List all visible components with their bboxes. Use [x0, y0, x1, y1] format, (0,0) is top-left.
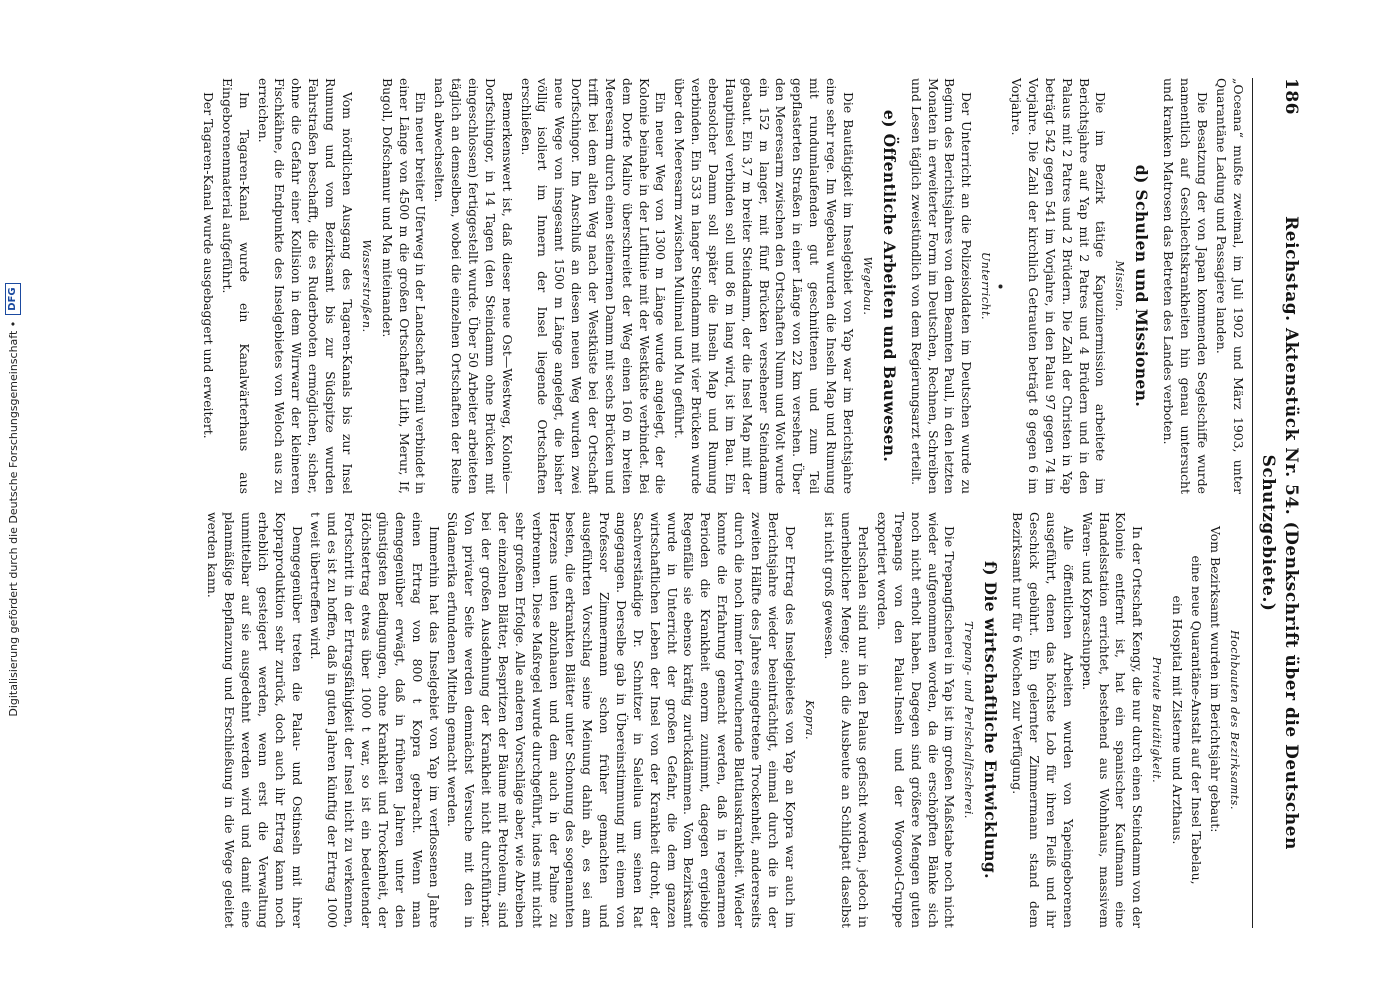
right-column	[197, 512, 1246, 928]
paragraph: Der Unterricht an die Polizeisoldaten im Deutschen wurde zu Beginn des Berichtsjahres von dem Beamten Paull, in den letzten Monaten in erweiterter Form im Deutschen, Rechnen, Schreiben und Lesen täglich zweistündlich von dem Regierungsarzt erteilt.	[908, 78, 975, 494]
bullet-mark	[997, 283, 1004, 290]
paragraph: Vom nördlichen Ausgang des Tagaren-Kanals bis zur Insel Rumung und vom Bezirksamt bis zur Südspitze wurden Fahrstraßen beschafft, die es Ruderbooten ermöglichen, sicher, ohne die Gefahr einer Kollision in dem Wirrwarr der kleineren Fischkähne, die Endpunkte des Inselgebietes von Weloch aus zu erreichen.	[255, 78, 355, 494]
list-item: eine neue Quarantäne-Anstalt auf der Insel Tabelau,	[1188, 555, 1204, 885]
dfg-logo: DFG	[5, 283, 21, 314]
paragraph: Der Ertrag des Inselgebietes von Yap an Kopra war auch im Berichtsjahre wieder beeinträchtigt, einmal durch die in der zweiten Hälfte des Jahres eingetretene Trockenheit, andererseits durch die noch immer fortwuchernde Blattlauskrankheit. Wieder konnte die Erfahrung gemacht werden, daß in regenarmen Perioden die Krankheit enorm zunimmt, dagegen ergiebige Regenfälle sie ebenso kräftig zurückdämmen. Vom Bezirksamt wurde in Unterricht der großen Gefahr, die dem ganzen wirtschaftlichen Leben der Insel von der Krankheit droht, der Sachverständige Dr. Schnitzer in Saleilua um seinen Rat angegangen. Derselbe gab in Übereinstimmung mit einem von Professor Zimmermann schon früher gemachten und ausgeführten Vorschlag seine Meinung dahin ab, es sei am besten, die erkrankten Blätter unter Schonung des sogenannten Herzens unten abzuhauen und dem auch in der Palme zu verbrennen. Diese Maßregel wurde durchgeführt, indes mit nicht sehr großem Erfolge. Alle anderen Vorschläge aber, wie Abreiben der einzelnen Blätter, Bespritzen der Bäume mit Petroleum, sind bei der großen Ausdehnung der Krankheit nicht durchführbar. Von privater Seite werden demnächst Versuche mit den in Südamerika erfundenen Mitteln gemacht werden.	[445, 512, 798, 928]
paragraph: Der Tagaren-Kanal wurde ausgebaggert und erweitert.	[200, 92, 216, 439]
paragraph: Demgegenüber treten die Palau- und Ostinseln mit ihrer Kopraproduktion sehr zurück, doch auch ihr Ertrag kann noch erheblich gesteigert werden, wenn erst die Verwaltung unmittelbar auf sie ausgedehnt werden wird und damit eine planmäßige Bepflanzung und Erschließung in die Wege geleitet werden kann.	[205, 512, 305, 928]
subheading-wegebau: Wegebau.	[860, 256, 874, 316]
section-heading-bauwesen: e) Öffentliche Arbeiten und Bauwesen.	[879, 109, 899, 463]
text-columns	[197, 78, 1246, 928]
paragraph: Perlschalen sind nur in den Palaus gefischt worden, jedoch in unerheblicher Menge; auch die Ausbeute an Schildpatt daselbst ist nicht groß gewesen.	[822, 512, 872, 928]
paragraph: Immerhin hat das Inselgebiet von Yap im verflossenen Jahre einen Ertrag von 800 t Kopra gebracht. Wenn man demgegenüber erwägt, daß in früheren Jahren unter den günstigsten Bedingungen, ohne Krankheit und Trockenheit, der Höchstertrag etwas über 1000 t war, so ist ein bedeutender Fortschritt in der Ertragsfähigkeit der Insel nicht zu verkennen, und es ist zu hoffen, daß in guten Jahren künftig der Ertrag 1000 t weit übertreffen wird.	[308, 512, 442, 928]
rotated-page-content	[84, 70, 1306, 936]
subheading-mission: Mission.	[1113, 260, 1127, 312]
section-heading-schulen: d) Schulen und Missionen.	[1132, 164, 1152, 408]
subheading-unterricht: Unterricht.	[979, 252, 993, 320]
running-head	[1252, 78, 1302, 928]
left-column	[197, 78, 1246, 494]
list-item: ein Hospital mit Zisterne und Arzthaus.	[1170, 595, 1186, 845]
paragraph: Bemerkenswert ist, daß dieser neue Ost—Westweg, Kolonie—Dorfschingor, in 14 Tagen (den Steindamm ohne Brücken mit eingeschlossen) fertiggestellt wurde. Über 50 Arbeiter arbeiteten täglich an demselben, wobei die einzelnen Ortschaften der Reihe nach abwechselten.	[432, 78, 515, 494]
subheading-wasserstrassen: Wasserstraßen.	[359, 239, 373, 333]
paragraph: Die Trepangfischerei in Yap ist im großen Maßstabe noch nicht wieder aufgenommen worden, da die erschöpften Bänke sich noch nicht erholt haben. Dagegen sind größere Mengen guten Trepangs von den Palau-Inseln und der Wogowol-Gruppe exportiert worden.	[874, 512, 958, 928]
digitization-note	[0, 0, 26, 1000]
paragraph: Ein neuer Weg von 1300 m Länge wurde angelegt, der die Kolonie beinahe in der Luftlinie mit der Westküste verbindet. Bei dem Dorfe Maliro überschreitet der Weg einen 160 m breiten Meeresarm durch einen steinernen Damm mit sechs Brücken und trifft bei dem alten Weg nach der Westküste bei der Ortschaft Dorfschingor. Im Anschluß an diesen neuen Weg wurden zwei neue Wege von insgesamt 1500 m Länge angelegt, die bisher völlig isoliert im Innern der Insel liegende Ortschaften erschließen.	[518, 78, 669, 494]
paragraph: Ein neuer breiter Uferweg in der Landschaft Tomil verbindet in einer Länge von 4500 m die großen Ortschaften Lith, Merur, If, Bugoll, Dofschamur und Ma miteinander.	[379, 78, 429, 494]
paragraph: Im Tagaren-Kanal wurde ein Kanalwärterhaus aus Eingeborenenmaterial aufgeführt.	[219, 78, 252, 494]
paragraph: Vom Bezirksamt wurden im Berichtsjahr gebaut:	[1207, 526, 1223, 833]
paragraph: In der Ortschaft Kengy, die nur durch einen Steindamm von der Kolonie entfernt ist, hat ein spanischer Kaufmann eine Handelsstation errichtet, bestehend aus Wohnhaus, massivem Waren- und Kopraschuppen.	[1079, 512, 1146, 928]
scanned-page	[84, 70, 1306, 936]
paragraph: Die Besatzung der von Japan kommenden Segelschiffe wurde namentlich auf Geschlechtskrankheiten hin genau untersucht und kranken Matrosen das Betreten des Landes verboten.	[1161, 78, 1211, 494]
paragraph: Die im Bezirk tätige Kapuzinermission arbeitete im Berichtsjahre auf Yap mit 2 Patres und 4 Brüdern und in den Palaus mit 2 Patres und 2 Brüdern. Die Zahl der Christen in Yap beträgt 542 gegen 541 im Vorjahre, in den Palau 97 gegen 74 im Vorjahre. Die Zahl der kirchlich Getrauten beträgt 8 gegen 6 im Vorjahre.	[1009, 78, 1109, 494]
running-head-title: Reichstag. Aktenstück Nr. 54. (Denkschrift über die Deutschen Schutzgebiete.)	[1257, 216, 1301, 850]
subheading-kopra: Kopra.	[802, 700, 816, 740]
paragraph: Alle öffentlichen Arbeiten wurden von Yapeingeborenen ausgeführt, denen das höchste Lob für ihren Fleiß und ihr Geschick gebührt. Ein gelernter Zimmermann stand dem Bezirksamt nur für 6 Wochen zur Verfügung.	[1010, 512, 1076, 928]
section-heading-wirtschaft: f) Die wirtschaftliche Entwicklung.	[981, 561, 1001, 879]
digitization-note-text: Digitalisierung gefördert durch die Deutsche Forschungsgemeinschaft •	[6, 320, 20, 717]
page-number: 186	[1281, 78, 1301, 115]
paragraph: Die Bautätigkeit im Inselgebiet von Yap war im Berichtsjahre eine sehr rege. Im Wegebau wurden die Inseln Map und Rumung mit rundumlaufenden gut geschnittenen und zum Teil gepflasterten Straßen in einer Länge von 22 km versehen. Über den Meeresarm zwischen den Ortschaften Numn und Wolt wurde ein 152 m langer, mit fünf Brücken versehener Steindamm gebaut. Ein 3,7 m breiter Steindamm, der die Insel Map mit der Hauptinsel verbinden soll und 86 m lang wird, ist im Bau. Ein ebensolcher Damm soll später die Inseln Map und Rumung verbinden. Ein 533 m langer Steindamm mit vier Brücken wurde über den Meeresarm zwischen Mulinnal und Mu geführt.	[672, 78, 856, 494]
subheading-hochbauten: Hochbauten des Bezirksamts.	[1227, 630, 1241, 810]
subheading-private-bautaetigkeit: Private Bautätigkeit.	[1150, 656, 1164, 784]
paragraph: „Oceana“ mußte zweimal, im Juli 1902 und März 1903, unter Quarantäne Ladung und Passagiere landen.	[1213, 78, 1246, 494]
subheading-trepang: Trepang- und Perlschalfischerei.	[962, 621, 976, 819]
